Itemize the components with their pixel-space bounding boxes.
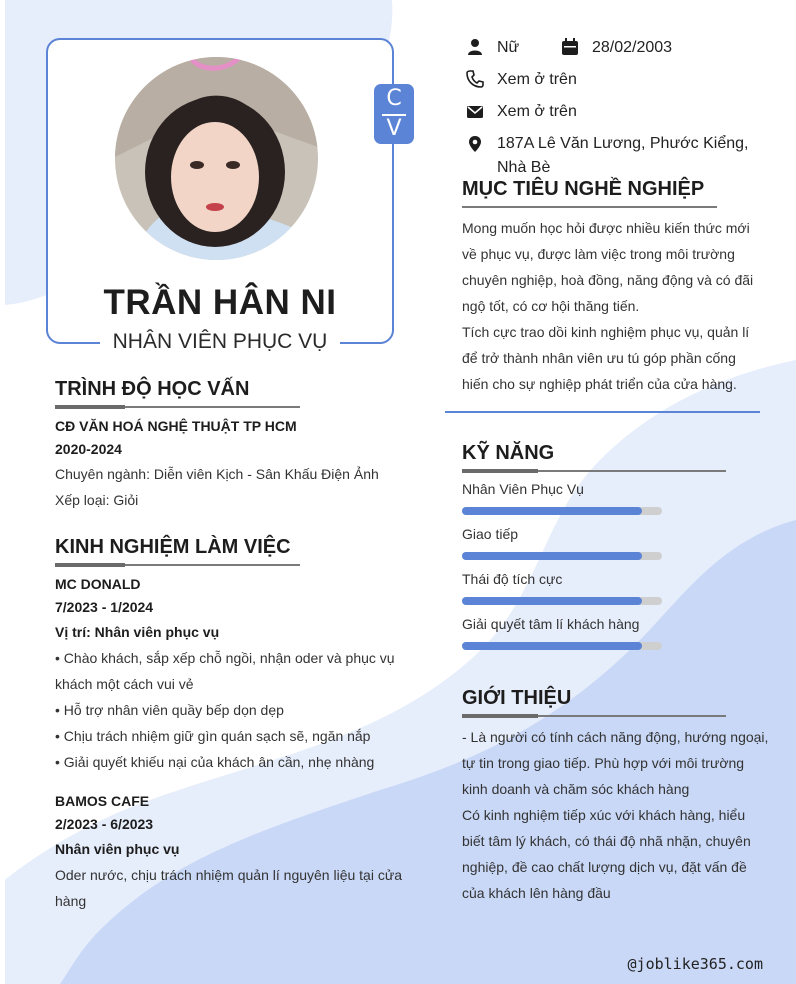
objective-title: MỤC TIÊU NGHỀ NGHIỆP (462, 178, 705, 200)
text-line: hàng (55, 893, 87, 909)
text-line: Tích cực trao dồi kinh nghiệm phục vụ, quản lí (462, 324, 750, 340)
cv-badge-bottom-letter: V (386, 116, 402, 141)
text-line: Mong muốn học hỏi được nhiều kiến thức mới (462, 220, 750, 236)
text-line: ngộ tốt, có cơ hội thăng tiến. (462, 298, 640, 314)
education-school: CĐ VĂN HOÁ NGHỆ THUẬT TP HCM (55, 418, 297, 434)
skill-bar-fill (462, 552, 642, 560)
text-line: Oder nước, chịu trách nhiệm quản lí nguyên liệu tại cửa (55, 867, 402, 883)
calendar-icon (561, 38, 579, 56)
cv-badge (374, 84, 414, 144)
candidate-role: NHÂN VIÊN PHỤC VỤ (112, 330, 328, 353)
text-line: • Chào khách, sắp xếp chỗ ngồi, nhận oder và phục vụ (55, 650, 395, 666)
job-position: Nhân viên phục vụ (55, 841, 180, 857)
mail-icon (466, 103, 484, 121)
text-line: • Chịu trách nhiệm giữ gìn quán sạch sẽ, ngăn nắp (55, 728, 371, 744)
avatar (115, 57, 318, 260)
text-line: khách một cách vui vẻ (55, 676, 194, 692)
job-company: BAMOS CAFE (55, 793, 150, 809)
person-icon (466, 38, 484, 56)
section-divider (445, 411, 760, 413)
location-icon (466, 135, 484, 153)
text-line: nghiệp, đề cao chất lượng dịch vụ, đặt vấn đề (462, 859, 747, 875)
phone-icon (466, 70, 484, 88)
about-rule-accent (462, 714, 538, 718)
text-line: kinh doanh và chăm sóc khách hàng (462, 781, 690, 797)
gender-text: Nữ (497, 39, 520, 56)
skills-title: KỸ NĂNG (462, 442, 555, 464)
email-text: Xem ở trên (497, 103, 577, 120)
text-line: của khách lên hàng đầu (462, 885, 611, 901)
skill-bar-fill (462, 642, 642, 650)
phone-text: Xem ở trên (497, 71, 577, 88)
text-line: Có kinh nghiệm tiếp xúc với khách hàng, hiểu (462, 807, 746, 823)
skill-label: Nhân Viên Phục Vụ (462, 481, 584, 497)
candidate-name: TRẦN HÂN NI (103, 283, 337, 322)
education-grade: Xếp loại: Giỏi (55, 492, 139, 508)
education-title: TRÌNH ĐỘ HỌC VẤN (55, 378, 250, 400)
experience-rule-accent (55, 563, 125, 567)
education-years: 2020-2024 (55, 441, 122, 457)
skill-label: Thái độ tích cực (462, 571, 563, 587)
job-company: MC DONALD (55, 576, 141, 592)
footer-watermark: @joblike365.com (627, 955, 763, 973)
text-line: biết tâm lý khách, có thái độ nhã nhặn, chuyên (462, 833, 751, 849)
dob-text: 28/02/2003 (592, 39, 673, 56)
skill-bar-fill (462, 507, 642, 515)
skill-bar (462, 597, 662, 605)
text-line: hiến cho sự nghiệp phát triển của cửa hàng. (462, 376, 737, 392)
skill-bar (462, 507, 662, 515)
skills-rule-accent (462, 469, 538, 473)
text-line: • Giải quyết khiếu nại của khách ân cần, nhẹ nhàng (55, 754, 375, 770)
skill-bar-fill (462, 597, 642, 605)
education-rule-accent (55, 405, 125, 409)
objective-rule (462, 206, 717, 208)
job-period: 2/2023 - 6/2023 (55, 816, 154, 832)
cv-badge-top-letter: C (386, 86, 402, 111)
text-line: để trở thành nhân viên ưu tú góp phần cống (462, 350, 736, 366)
text-line: tự tin trong giao tiếp. Phù hợp với môi trường (462, 755, 745, 771)
experience-title: KINH NGHIỆM LÀM VIỆC (55, 536, 291, 558)
address-line-1: 187A Lê Văn Lương, Phước Kiểng, (497, 135, 749, 152)
text-line: về phục vụ, được làm việc trong môi trường (462, 246, 735, 262)
text-line: • Hỗ trợ nhân viên quầy bếp dọn dẹp (55, 702, 284, 718)
skill-label: Giao tiếp (462, 526, 519, 542)
job-period: 7/2023 - 1/2024 (55, 599, 154, 615)
about-title: GIỚI THIỆU (462, 687, 572, 709)
skill-bar (462, 642, 662, 650)
text-line: - Là người có tính cách năng động, hướng ngoại, (462, 729, 769, 745)
skill-bar (462, 552, 662, 560)
job-position: Vị trí: Nhân viên phục vụ (55, 624, 220, 640)
address-line-2: Nhà Bè (497, 159, 551, 176)
text-line: chuyên nghiệp, hoà đồng, năng động và có đãi (462, 272, 754, 288)
education-major: Chuyên ngành: Diễn viên Kịch - Sân Khấu Điện Ảnh (55, 466, 379, 482)
skill-label: Giải quyết tâm lí khách hàng (462, 616, 640, 632)
